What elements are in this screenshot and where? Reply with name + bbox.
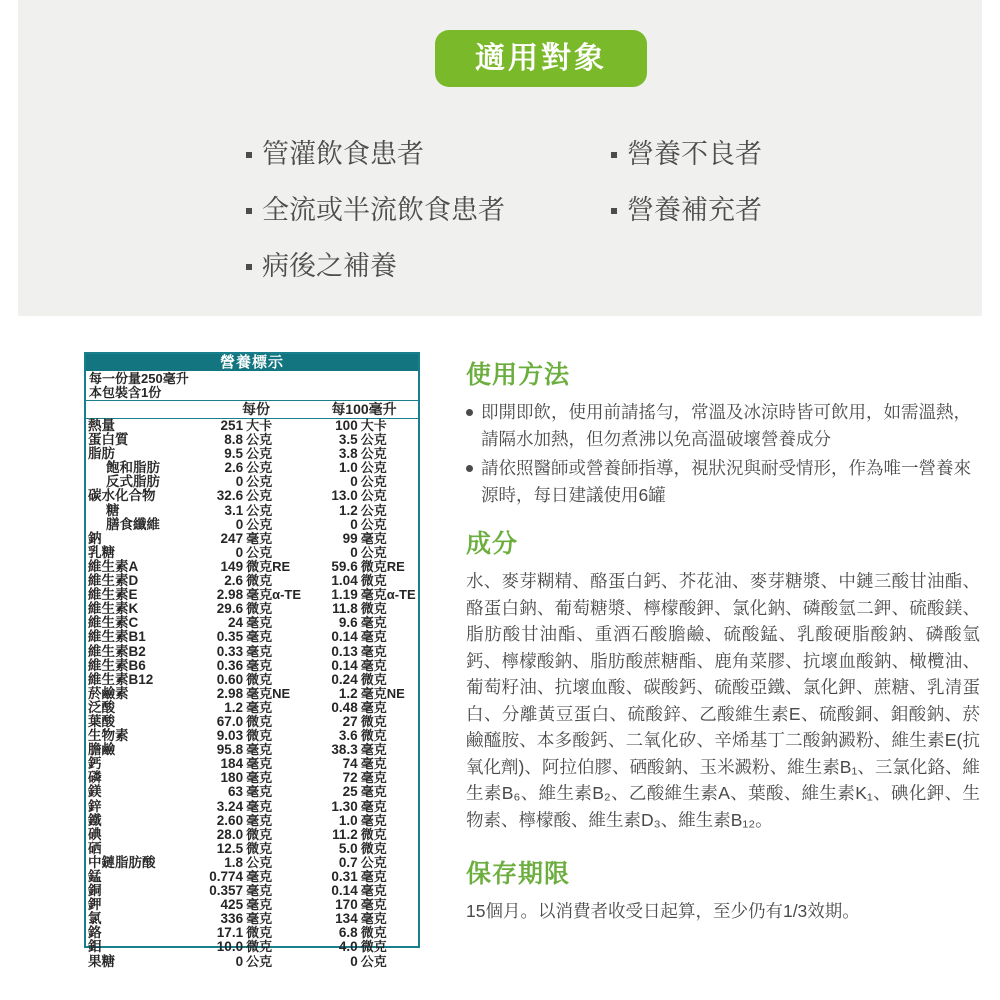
bullet-dot-icon (466, 409, 473, 416)
nutrition-row (86, 715, 418, 729)
nutrient-value-per-serving: 0.774 (209, 869, 244, 884)
nutrient-unit-per-100ml: 毫克 (360, 812, 387, 828)
nutrition-row (86, 630, 418, 644)
nutrient-name: 糖 (106, 502, 120, 518)
nutrition-facts-panel (84, 352, 420, 969)
audience-item-label: 營養不良者 (627, 139, 762, 169)
nutrient-name: 生物素 (88, 728, 129, 744)
nutrient-unit-per-serving: 毫克 (246, 756, 273, 772)
nutrient-name: 泛酸 (88, 699, 115, 715)
nutrient-value-per-serving: 95.8 (216, 742, 244, 758)
nutrient-value-per-serving: 24 (228, 615, 244, 631)
nutrient-unit-per-100ml: 毫克 (360, 869, 387, 884)
nutrition-row (86, 504, 418, 518)
nutrient-value-per-100ml: 0 (350, 474, 358, 490)
nutrient-name: 飽和脂肪 (106, 460, 160, 476)
nutrition-row (86, 940, 418, 954)
nutrient-unit-per-serving: 微克 (246, 840, 273, 856)
nutrient-unit-per-serving: 毫克 (246, 742, 273, 758)
nutrient-value-per-serving: 2.98 (216, 685, 244, 701)
nutrition-rows (86, 419, 418, 969)
nutrient-value-per-100ml: 100 (335, 418, 358, 433)
nutrient-value-per-serving: 0 (235, 474, 244, 490)
nutrient-value-per-serving: 0.35 (216, 629, 244, 645)
nutrient-name: 維生素E (88, 587, 138, 603)
nutrient-value-per-100ml: 5.0 (338, 840, 358, 856)
shelf-life-text: 15個月。以消費者收受日起算，至少仍有1/3效期。 (466, 901, 860, 921)
nutrient-unit-per-serving: 微克RE (246, 558, 291, 574)
nutrient-value-per-100ml: 1.04 (331, 573, 358, 589)
nutrient-value-per-100ml: 0.14 (331, 629, 358, 645)
nutrition-row (86, 433, 418, 447)
nutrient-value-per-serving: 0 (235, 953, 244, 969)
serving-info (86, 371, 418, 401)
nutrient-unit-per-100ml: 毫克 (360, 657, 387, 673)
nutrient-unit-per-serving: 毫克 (246, 798, 273, 814)
nutrient-value-per-serving: 149 (220, 558, 244, 574)
ingredients-section (466, 529, 980, 833)
audience-item-label: 管灌飲食患者 (262, 139, 424, 169)
nutrient-value-per-serving: 0.36 (216, 657, 244, 673)
audience-item (611, 126, 846, 182)
nutrient-value-per-serving: 32.6 (216, 488, 244, 504)
nutrient-unit-per-serving: 微克 (246, 728, 273, 744)
nutrient-unit-per-100ml: 毫克 (360, 742, 387, 758)
audience-column-left (246, 126, 611, 294)
section-badge-label: 適用對象 (475, 41, 607, 75)
nutrient-unit-per-serving: 毫克 (246, 770, 273, 786)
nutrient-unit-per-serving: 公克 (246, 516, 273, 532)
nutrient-value-per-100ml: 13.0 (331, 488, 358, 504)
nutrient-value-per-serving: 9.03 (216, 728, 244, 744)
nutrient-unit-per-serving: 毫克 (246, 897, 273, 913)
audience-item (246, 238, 611, 294)
nutrient-unit-per-serving: 毫克 (246, 615, 273, 631)
nutrient-name: 維生素B12 (88, 671, 154, 687)
nutrient-value-per-100ml: 72 (342, 770, 358, 786)
nutrient-unit-per-100ml: 公克 (360, 516, 387, 532)
nutrient-name: 膽鹼 (88, 742, 115, 758)
section-badge-applicable-targets (435, 30, 647, 87)
nutrient-value-per-100ml: 9.6 (338, 615, 358, 631)
nutrient-value-per-serving: 28.0 (216, 826, 244, 842)
nutrient-unit-per-serving: 毫克 (246, 784, 273, 800)
nutrition-row (86, 926, 418, 940)
nutrient-name: 鉀 (88, 897, 102, 913)
nutrient-unit-per-serving: 公克 (246, 446, 273, 462)
nutrient-unit-per-serving: 微克 (246, 826, 273, 842)
nutrient-name: 葉酸 (88, 713, 115, 729)
nutrient-unit-per-100ml: 毫克 (360, 699, 387, 715)
nutrient-unit-per-100ml: 毫克NE (360, 685, 405, 701)
nutrient-unit-per-100ml: 微克 (360, 573, 387, 589)
nutrient-unit-per-100ml: 微克 (360, 601, 387, 617)
nutrient-value-per-100ml: 0 (350, 544, 358, 560)
shelf-life-section (466, 859, 980, 925)
nutrient-unit-per-100ml: 毫克 (360, 897, 387, 913)
nutrient-value-per-serving: 0 (235, 544, 244, 560)
nutrient-unit-per-serving: 公克 (246, 488, 273, 504)
nutrient-unit-per-serving: 公克 (246, 953, 273, 969)
nutrient-unit-per-100ml: 微克 (360, 925, 387, 941)
nutrient-value-per-serving: 2.98 (216, 587, 244, 603)
nutrient-value-per-100ml: 1.30 (331, 798, 358, 814)
nutrient-value-per-100ml: 0.31 (331, 869, 358, 884)
audience-item-label: 營養補充者 (627, 195, 762, 225)
usage-bullet (466, 399, 980, 453)
nutrient-unit-per-serving: 公克 (246, 544, 273, 560)
nutrient-value-per-100ml: 11.8 (332, 601, 358, 617)
nutrient-name: 氯 (88, 911, 102, 927)
nutrient-value-per-serving: 2.6 (224, 573, 244, 589)
nutrition-row (86, 912, 418, 926)
nutrient-name: 鎂 (88, 784, 102, 800)
nutrient-name: 碘 (88, 826, 102, 842)
nutrition-row (86, 560, 418, 574)
shelf-life-heading: 保存期限 (466, 860, 571, 888)
nutrition-row (86, 870, 418, 884)
nutrient-value-per-100ml: 1.0 (338, 460, 358, 476)
nutrient-name: 碳水化合物 (88, 488, 156, 504)
nutrient-unit-per-100ml: 公克 (360, 854, 387, 870)
nutrient-name: 維生素A (88, 558, 139, 574)
nutrition-row (86, 701, 418, 715)
nutrient-value-per-100ml: 25 (342, 784, 358, 800)
nutrient-value-per-100ml: 11.2 (332, 826, 358, 842)
nutrient-value-per-100ml: 27 (342, 713, 358, 729)
nutrient-value-per-100ml: 6.8 (338, 925, 358, 941)
nutrient-name: 磷 (88, 770, 102, 786)
nutrient-unit-per-serving: 毫克 (246, 911, 273, 927)
nutrient-name: 膳食纖維 (106, 516, 160, 532)
nutrition-column-headers (86, 401, 418, 419)
usage-bullet-text: 即開即飲，使用前請搖勻，常溫及冰涼時皆可飲用，如需溫熱，請隔水加熱，但勿煮沸以免高溫破壞營養成分 (481, 402, 971, 449)
nutrient-value-per-serving: 17.1 (216, 925, 244, 941)
nutrient-value-per-serving: 1.2 (224, 699, 244, 715)
nutrient-value-per-100ml: 3.8 (338, 446, 358, 462)
nutrient-value-per-100ml: 0 (350, 516, 358, 532)
nutrient-unit-per-serving: 毫克 (246, 629, 273, 645)
nutrient-unit-per-100ml: 毫克 (360, 911, 387, 927)
nutrient-unit-per-100ml: 微克 (360, 671, 387, 687)
usage-bullet-text: 請依照醫師或營養師指導，視狀況與耐受情形，作為唯一營養來源時，每日建議使用6罐 (481, 458, 971, 505)
servings-per-package: 本包裝含1份 (89, 385, 162, 400)
nutrient-value-per-serving: 184 (220, 756, 244, 772)
nutrient-value-per-100ml: 1.2 (338, 502, 358, 518)
nutrient-unit-per-100ml: 毫克 (360, 784, 387, 800)
nutrient-name: 鉬 (88, 939, 102, 955)
bullet-square-icon (246, 264, 252, 270)
nutrient-value-per-serving: 2.60 (216, 812, 244, 828)
nutrient-unit-per-100ml: 公克 (360, 953, 387, 969)
nutrient-unit-per-100ml: 毫克 (360, 530, 387, 546)
nutrient-name: 維生素K (88, 601, 139, 617)
audience-list (246, 126, 846, 294)
audience-row (246, 126, 846, 294)
nutrient-name: 硒 (88, 840, 102, 856)
nutrient-value-per-100ml: 4.0 (338, 939, 358, 955)
nutrient-name: 維生素B2 (88, 643, 146, 659)
nutrient-value-per-serving: 3.1 (224, 502, 244, 518)
nutrient-value-per-serving: 247 (220, 530, 244, 546)
nutrient-unit-per-serving: 毫克α-TE (246, 587, 302, 603)
nutrient-name: 鋅 (88, 798, 102, 814)
nutrition-row (86, 856, 418, 870)
nutrient-value-per-serving: 12.5 (216, 840, 244, 856)
nutrient-unit-per-serving: 微克 (246, 939, 273, 955)
nutrient-value-per-serving: 0 (235, 516, 244, 532)
nutrient-name: 鐵 (88, 812, 102, 828)
nutrient-unit-per-100ml: 毫克 (360, 643, 387, 659)
nutrition-row (86, 828, 418, 842)
nutrient-value-per-100ml: 3.6 (338, 728, 358, 744)
usage-section (466, 360, 980, 509)
nutrient-name: 維生素B1 (88, 629, 146, 645)
nutrient-unit-per-serving: 微克 (246, 925, 273, 941)
nutrient-name: 果糖 (88, 953, 115, 969)
nutrient-value-per-100ml: 0.14 (331, 657, 358, 673)
nutrient-unit-per-100ml: 毫克 (360, 615, 387, 631)
nutrient-unit-per-serving: 毫克 (246, 883, 273, 899)
nutrient-unit-per-serving: 公克 (246, 460, 273, 476)
nutrition-row (86, 743, 418, 757)
nutrient-unit-per-100ml: 毫克 (360, 798, 387, 814)
nutrition-row (86, 814, 418, 828)
nutrient-unit-per-serving: 微克 (246, 671, 273, 687)
ingredients-text: 水、麥芽糊精、酪蛋白鈣、芥花油、麥芽糖漿、中鏈三酸甘油酯、酪蛋白鈉、葡萄糖漿、檸檬酸鉀、氯化鈉、磷酸氫二鉀、硫酸鎂、脂肪酸甘油酯、重酒石酸膽鹼、硫酸錳、乳酸硬脂酸鈉、磷酸氫鈣、檸檬酸鈉、脂肪酸蔗糖酯、鹿角菜膠、抗壞血酸鈉、橄欖油、葡萄籽油、抗壞血酸、碳酸鈣、硫酸亞鐵、氯化鉀、蔗糖、乳清蛋白、分離黃豆蛋白、硫酸鋅、乙酸維生素E、硫酸銅、鉬酸鈉、菸鹼醯胺、本多酸鈣、二氧化矽、辛烯基丁二酸鈉澱粉、維生素E(抗氧化劑)、阿拉伯膠、硒酸鈉、玉米澱粉、維生素B₁、三氯化鉻、維生素B₆、維生素B₂、乙酸維生素A、葉酸、維生素K₁、碘化鉀、生物素、檸檬酸、維生素D₃、維生素B₁₂。 (466, 571, 980, 830)
nutrient-unit-per-serving: 公克 (246, 502, 273, 518)
nutrition-row (86, 546, 418, 560)
nutrient-name: 維生素B6 (88, 657, 146, 673)
bullet-square-icon (246, 208, 252, 214)
nutrition-row (86, 771, 418, 785)
bullet-square-icon (611, 152, 617, 158)
nutrient-value-per-100ml: 0.13 (331, 643, 358, 659)
nutrition-row (86, 532, 418, 546)
serving-size: 每一份量250毫升 (89, 371, 189, 386)
nutrient-unit-per-100ml: 毫克 (360, 883, 387, 899)
nutrient-value-per-serving: 67.0 (216, 713, 244, 729)
nutrient-value-per-100ml: 3.5 (338, 432, 358, 448)
nutrition-row (86, 842, 418, 856)
nutrient-name: 鉻 (88, 925, 102, 941)
nutrient-unit-per-100ml: 公克 (360, 460, 387, 476)
nutrient-value-per-100ml: 38.3 (331, 742, 358, 758)
column-header-per-100ml: 每100毫升 (331, 401, 397, 417)
nutrient-value-per-100ml: 0.48 (331, 699, 358, 715)
nutrient-unit-per-serving: 微克 (246, 713, 273, 729)
nutrient-value-per-serving: 425 (220, 897, 244, 913)
nutrient-name: 維生素D (88, 573, 139, 589)
nutrition-row (86, 884, 418, 898)
nutrient-value-per-serving: 251 (220, 418, 244, 433)
nutrient-unit-per-serving: 毫克 (246, 699, 273, 715)
usage-bullet (466, 455, 980, 509)
nutrient-value-per-100ml: 74 (342, 756, 358, 772)
nutrition-row (86, 785, 418, 799)
nutrient-name: 脂肪 (88, 446, 115, 462)
nutrient-value-per-100ml: 170 (335, 897, 358, 913)
nutrient-unit-per-100ml: 公克 (360, 544, 387, 560)
nutrient-value-per-serving: 9.5 (224, 446, 244, 462)
nutrient-unit-per-serving: 毫克 (246, 812, 273, 828)
nutrient-value-per-serving: 29.6 (216, 601, 244, 617)
nutrient-name: 菸鹼素 (88, 685, 129, 701)
nutrient-value-per-serving: 8.8 (224, 432, 244, 448)
nutrition-row (86, 673, 418, 687)
nutrient-unit-per-100ml: 微克 (360, 728, 387, 744)
nutrition-row (86, 574, 418, 588)
nutrient-unit-per-serving: 毫克 (246, 657, 273, 673)
nutrient-value-per-100ml: 1.0 (338, 812, 358, 828)
nutrient-value-per-100ml: 134 (335, 911, 358, 927)
nutrient-unit-per-100ml: 微克RE (360, 558, 405, 574)
nutrient-value-per-100ml: 0.14 (331, 883, 358, 899)
nutrient-name: 蛋白質 (88, 432, 129, 448)
nutrient-value-per-100ml: 0 (350, 953, 358, 969)
nutrient-unit-per-100ml: 毫克 (360, 756, 387, 772)
usage-heading: 使用方法 (466, 361, 571, 389)
nutrition-row (86, 757, 418, 771)
bullet-square-icon (611, 208, 617, 214)
nutrient-unit-per-serving: 毫克 (246, 869, 273, 884)
nutrient-value-per-serving: 10.0 (216, 939, 244, 955)
nutrient-value-per-serving: 63 (228, 784, 244, 800)
nutrient-value-per-100ml: 1.2 (338, 685, 358, 701)
nutrient-name: 乳糖 (88, 544, 115, 560)
nutrient-name: 錳 (88, 869, 102, 884)
nutrient-name: 中鏈脂肪酸 (88, 854, 156, 870)
column-header-nutrient (86, 401, 202, 418)
audience-column-right (611, 126, 846, 294)
nutrient-unit-per-serving: 微克 (246, 573, 273, 589)
nutrition-row (86, 898, 418, 912)
nutrient-unit-per-100ml: 微克 (360, 939, 387, 955)
nutrient-value-per-serving: 3.24 (216, 798, 244, 814)
nutrient-unit-per-serving: 微克 (246, 601, 273, 617)
nutrient-unit-per-100ml: 微克 (360, 840, 387, 856)
nutrient-unit-per-serving: 毫克 (246, 530, 273, 546)
nutrition-row (86, 645, 418, 659)
nutrient-value-per-serving: 0.60 (216, 671, 244, 687)
nutrient-name: 鈣 (88, 756, 102, 772)
bullet-dot-icon (466, 465, 473, 472)
nutrient-value-per-serving: 0.357 (209, 883, 244, 899)
nutrient-unit-per-serving: 毫克 (246, 643, 273, 659)
nutrition-row (86, 518, 418, 532)
nutrient-unit-per-100ml: 微克 (360, 713, 387, 729)
nutrient-value-per-serving: 2.6 (224, 460, 244, 476)
nutrient-unit-per-100ml: 微克 (360, 826, 387, 842)
nutrient-unit-per-serving: 公克 (246, 432, 273, 448)
nutrient-value-per-100ml: 59.6 (331, 558, 358, 574)
nutrition-row (86, 489, 418, 503)
nutrient-value-per-serving: 336 (220, 911, 244, 927)
nutrition-row (86, 419, 418, 433)
nutrient-name: 銅 (88, 883, 102, 899)
nutrient-unit-per-100ml: 毫克α-TE (360, 587, 416, 603)
nutrient-value-per-serving: 180 (220, 770, 244, 786)
nutrition-row (86, 729, 418, 743)
nutrient-unit-per-100ml: 公克 (360, 502, 387, 518)
audience-section (18, 0, 982, 316)
ingredients-heading: 成分 (466, 530, 519, 558)
nutrient-unit-per-100ml: 毫克 (360, 629, 387, 645)
nutrition-facts-title: 營養標示 (86, 354, 418, 371)
nutrient-unit-per-serving: 毫克NE (246, 685, 291, 701)
nutrient-unit-per-100ml: 公克 (360, 446, 387, 462)
nutrient-value-per-serving: 1.8 (224, 854, 244, 870)
nutrient-unit-per-serving: 公克 (246, 474, 273, 490)
nutrient-unit-per-100ml: 公克 (360, 488, 387, 504)
nutrient-value-per-100ml: 0.24 (331, 671, 358, 687)
nutrient-value-per-serving: 0.33 (216, 643, 244, 659)
nutrition-row (86, 955, 418, 969)
nutrient-name: 反式脂肪 (106, 474, 160, 490)
column-header-per-serving: 每份 (242, 401, 270, 417)
nutrient-unit-per-serving: 公克 (246, 854, 273, 870)
nutrition-row (86, 659, 418, 673)
nutrient-name: 熱量 (88, 418, 115, 433)
nutrient-unit-per-100ml: 公克 (360, 474, 387, 490)
bullet-square-icon (246, 152, 252, 158)
product-details-column (466, 360, 980, 951)
nutrient-value-per-100ml: 99 (342, 530, 358, 546)
nutrient-unit-per-100ml: 毫克 (360, 770, 387, 786)
audience-item (611, 182, 846, 238)
audience-item-label: 病後之補養 (262, 251, 397, 281)
nutrition-row (86, 800, 418, 814)
nutrient-unit-per-serving: 大卡 (246, 418, 273, 433)
audience-item (246, 126, 611, 182)
nutrient-unit-per-100ml: 公克 (360, 432, 387, 448)
nutrition-row (86, 687, 418, 701)
audience-item (246, 182, 611, 238)
nutrient-value-per-100ml: 1.19 (331, 587, 358, 603)
nutrient-unit-per-100ml: 大卡 (360, 418, 387, 433)
nutrient-name: 維生素C (88, 615, 139, 631)
nutrient-name: 鈉 (88, 530, 102, 546)
nutrient-value-per-100ml: 0.7 (338, 854, 358, 870)
audience-item-label: 全流或半流飲食患者 (262, 195, 505, 225)
